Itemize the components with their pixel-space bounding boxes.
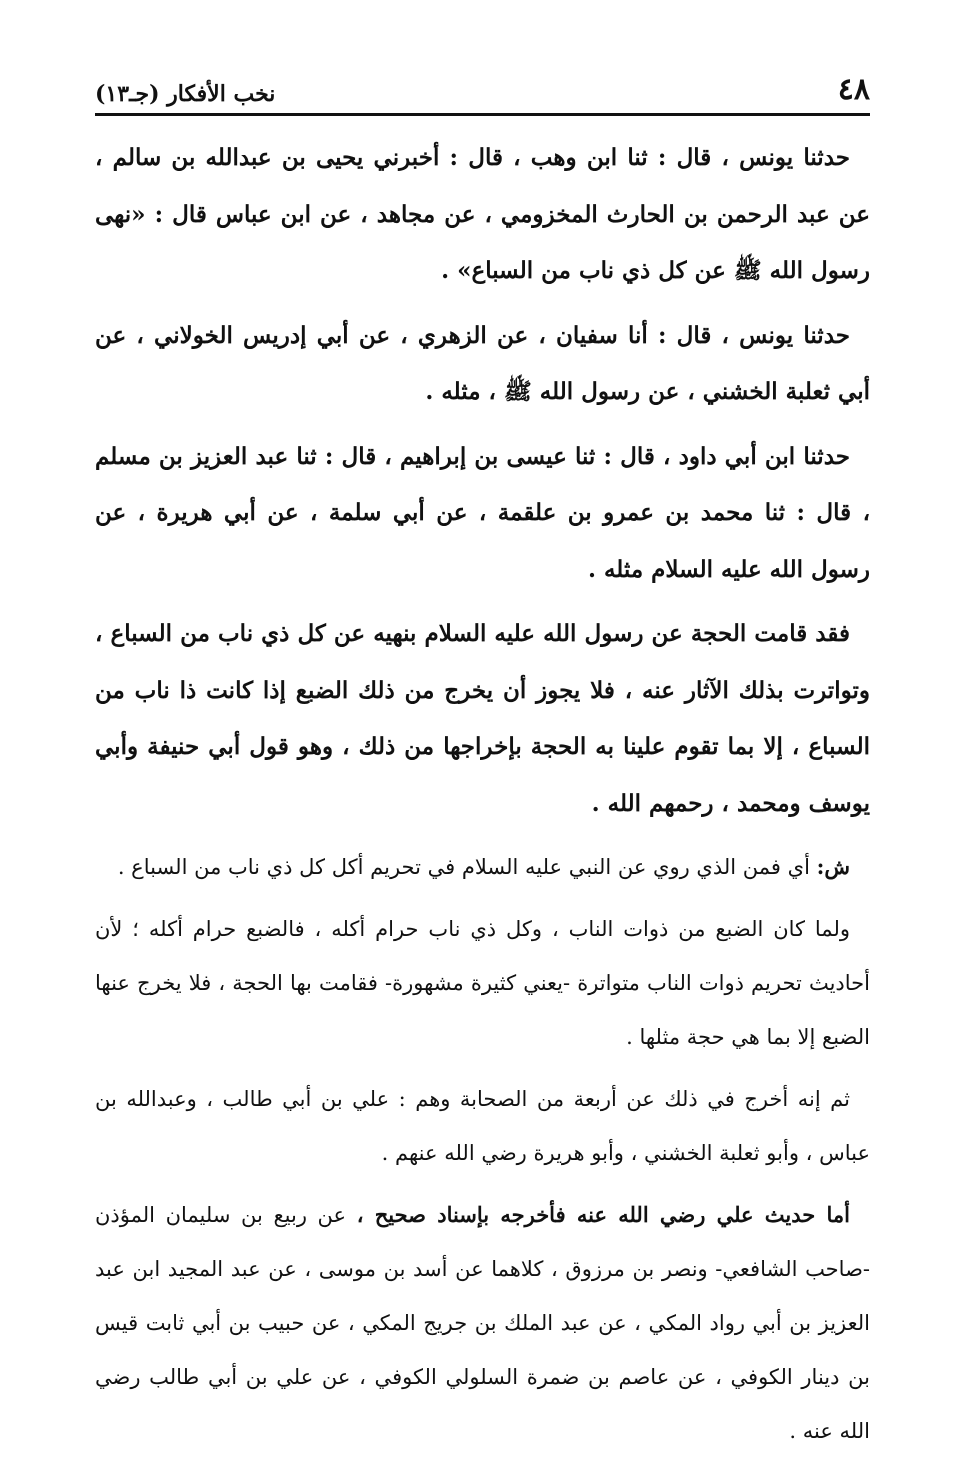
page-number: ٤٨ (837, 72, 870, 107)
paragraph-text: حدثنا يونس ، قال : ثنا ابن وهب ، قال : أخبرني يحيى بن عبدالله بن سالم ، عن عبد الرحمن بن الحارث المخزومي ، عن مجاهد ، عن ابن عباس قال : «نهى رسول الله ﷺ عن كل ذي ناب من السباع» . (95, 144, 870, 284)
paragraph-text: حدثنا يونس ، قال : أنا سفيان ، عن الزهري ، عن أبي إدريس الخولاني ، عن أبي ثعلبة الخشني ، عن رسول الله ﷺ ، مثله . (95, 321, 870, 405)
page-header (95, 58, 870, 116)
commentary-paragraph (95, 840, 870, 894)
paragraph-text: حدثنا ابن أبي داود ، قال : ثنا عيسى بن إبراهيم ، قال : ثنا عبد العزيز بن مسلم ، قال : ثنا محمد بن عمرو بن علقمة ، عن أبي سلمة ، عن أبي هريرة ، عن رسول الله عليه السلام مثله . (95, 442, 870, 583)
section-lead: أما حديث علي رضي الله عنه فأخرجه بإسناد صحيح ، (356, 1202, 850, 1227)
paragraph-text: ولما كان الضبع من ذوات الناب ، وكل ذي ناب حرام أكله ، فالضبع حرام أكله ؛ لأن أحاديث تحريم ذوات الناب متواترة -يعني كثيرة مشهورة- فقامت بها الحجة ، فلا يخرج عنها الضبع إلا بما هي حجة مثلها . (95, 917, 870, 1049)
commentary-paragraph (95, 1188, 870, 1458)
paragraph-text: عن ربيع بن سليمان المؤذن -صاحب الشافعي- ونصر بن مرزوق ، كلاهما عن أسد بن موسى ، عن عبد المجيد ابن عبد العزيز بن أبي رواد المكي ، عن عبد الملك بن جريج المكي ، عن حبيب بن أبي ثابت قيس بن دينار الكوفي ، عن عاصم بن ضمرة السلولي الكوفي ، عن علي بن أبي طالب رضي الله عنه . (95, 1203, 870, 1443)
page-body (95, 116, 870, 1458)
running-title: نخب الأفكار (جـ١٣) (95, 81, 276, 107)
commentary-paragraph (95, 1072, 870, 1180)
ruling-paragraph (95, 606, 870, 832)
paragraph-text: فقد قامت الحجة عن رسول الله عليه السلام بنهيه عن كل ذي ناب من السباع ، وتواترت بذلك الآثار عنه ، فلا يجوز أن يخرج من ذلك الضبع إذا كانت ذا ناب من السباع ، إلا بما تقوم علينا به الحجة بإخراجها من ذلك ، وهو قول أبي حنيفة وأبي يوسف ومحمد ، رحمهم الله . (95, 620, 870, 817)
paragraph-text: أي فمن الذي روي عن النبي عليه السلام في تحريم أكل كل ذي ناب من السباع . (117, 855, 810, 879)
hadith-paragraph (95, 130, 870, 300)
hadith-paragraph (95, 429, 870, 599)
commentary-paragraph (95, 902, 870, 1064)
hadith-paragraph (95, 308, 870, 421)
commentary-marker: ش: (816, 854, 850, 879)
document-page (95, 58, 870, 1443)
paragraph-text: ثم إنه أخرج في ذلك عن أربعة من الصحابة وهم : علي بن أبي طالب ، وعبدالله بن عباس ، وأبو ثعلبة الخشني ، وأبو هريرة رضي الله عنهم . (95, 1087, 870, 1165)
